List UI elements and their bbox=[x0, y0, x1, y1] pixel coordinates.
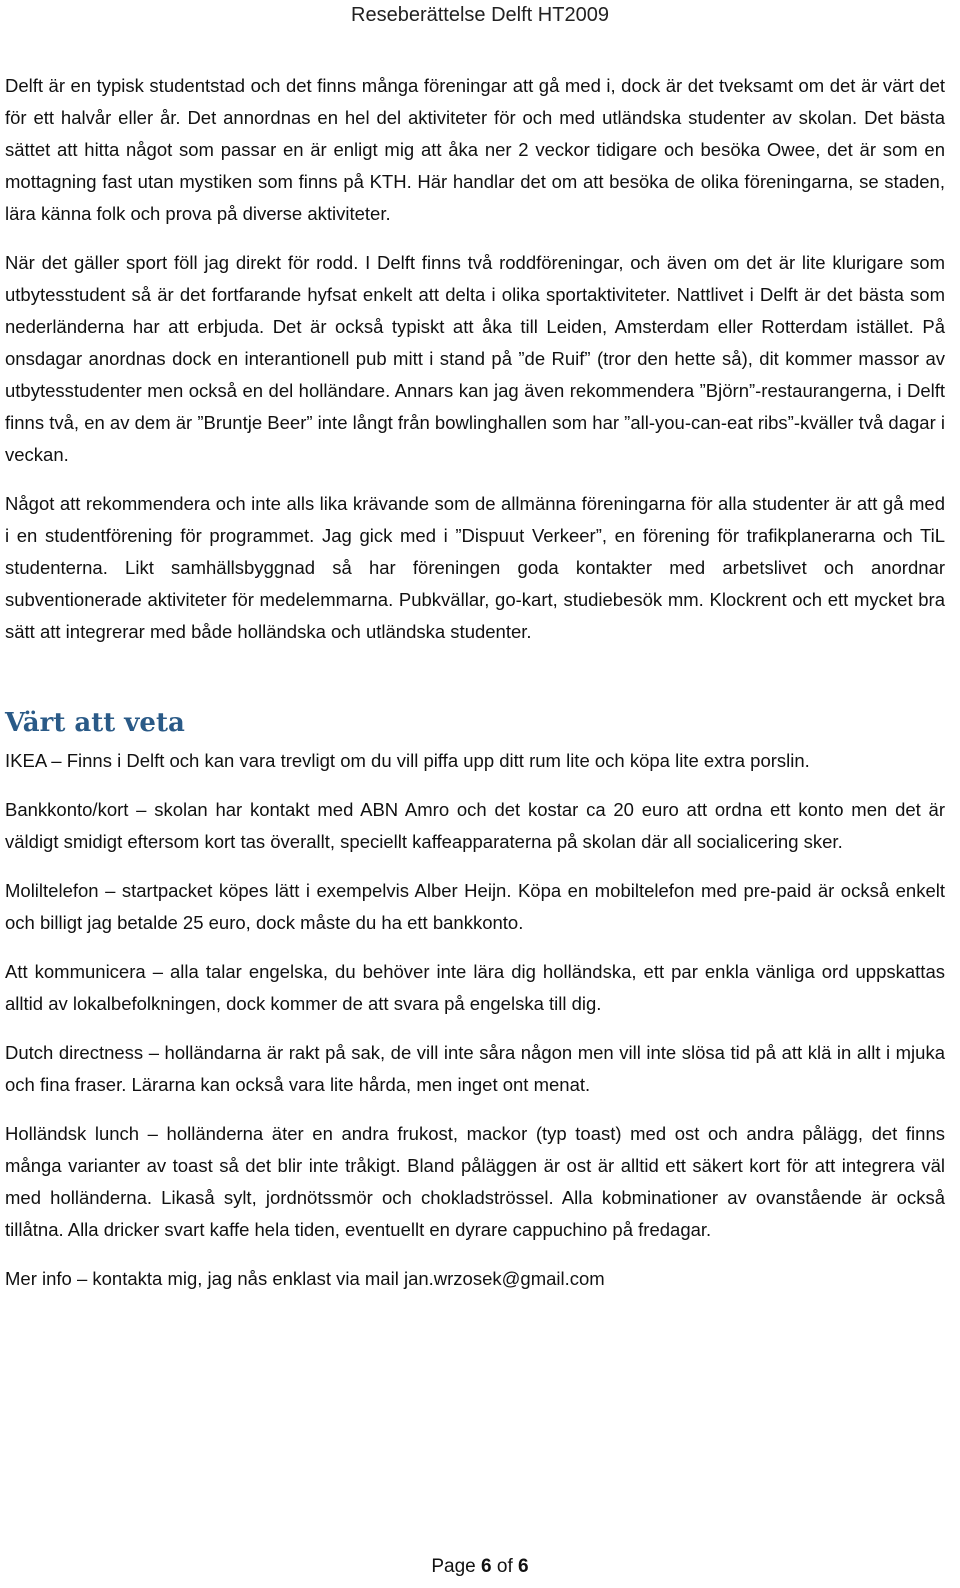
header-title: Reseberättelse Delft HT2009 bbox=[351, 4, 609, 26]
intro-paragraph-3: Något att rekommendera och inte alls lika krävande som de allmänna föreningarna för alla studenter är att gå med i en studentförening för programmet. Jag gick med i ”Dispuut Verkeer”, en förening för trafikplanerarna och TiL studenterna. Likt samhällsbyggnad så har föreningen goda kontakter med arbetslivet och anordnar subventionerade aktiviteter för medelemmarna. Pubkvällar, go-kart, studiebesök mm. Klockrent och ett mycket bra sätt att integrerar med både holländska och utländska studenter. bbox=[5, 493, 945, 642]
tip-dutch-directness: Dutch directness – holländarna är rakt på sak, de vill inte såra någon men vill inte slösa tid på att klä in allt i mjuka och fina fraser. Lärarna kan också vara lite hårda, men inget ont menat. bbox=[5, 1042, 945, 1095]
footer-page-word: Page bbox=[431, 1556, 476, 1577]
tip-more-info: Mer info – kontakta mig, jag nås enklast via mail jan.wrzosek@gmail.com bbox=[5, 1268, 605, 1289]
page-footer bbox=[0, 1554, 960, 1580]
footer-page-total: 6 bbox=[518, 1556, 529, 1577]
footer-page-number: 6 bbox=[481, 1556, 492, 1577]
intro-paragraph-1: Delft är en typisk studentstad och det finns många föreningar att gå med i, dock är det tveksamt om det är värt det för ett halvår eller år. Det annordnas en hel del aktiviteter för och med utländska studenter av skolan. Det bästa sättet att hitta något som passar en är enligt mig att åka ner 2 veckor tidigare och besöka Owee, det är som en mottagning fast utan mystiken som finns på KTH. Här handlar det om att besöka de olika föreningarna, se staden, lära känna folk och prova på diverse aktiviteter. bbox=[5, 75, 945, 224]
tip-mobile-phone: Moliltelefon – startpacket köpes lätt i exempelvis Alber Heijn. Köpa en mobiltelefon med pre-paid är också enkelt och billigt jag betalde 25 euro, dock måste du ha ett bankkonto. bbox=[5, 880, 945, 933]
section-spacer bbox=[5, 665, 945, 705]
tip-bank-account: Bankkonto/kort – skolan har kontakt med ABN Amro och det kostar ca 20 euro att ordna ett konto men det är väldigt smidigt eftersom kort tas överallt, speciellt kaffeapparaterna på skolan där all socialicering sker. bbox=[5, 799, 945, 852]
tip-ikea: IKEA – Finns i Delft och kan vara trevligt om du vill piffa upp ditt rum lite och köpa lite extra porslin. bbox=[5, 750, 810, 771]
page-content bbox=[5, 70, 945, 1312]
tip-communication: Att kommunicera – alla talar engelska, du behöver inte lära dig holländska, ett par enkla vänliga ord uppskattas alltid av lokalbefolkningen, dock kommer de att svara på engelska till dig. bbox=[5, 961, 945, 1014]
section-heading: Värt att veta bbox=[5, 708, 185, 738]
page-header bbox=[0, 2, 960, 28]
footer-of-word: of bbox=[496, 1556, 513, 1577]
tip-dutch-lunch: Holländsk lunch – holländerna äter en andra frukost, mackor (typ toast) med ost och andra pålägg, det finns många varianter av toast så det blir inte tråkigt. Bland påläggen är ost är alltid ett säkert kort för att integrera väl med holländerna. Likaså sylt, jordnötssmör och chokladströssel. Alla kobminationer av ovanstående är också tillåtna. Alla dricker svart kaffe hela tiden, eventuellt en dyrare cappuchino på fredagar. bbox=[5, 1123, 945, 1240]
intro-paragraph-2: När det gäller sport föll jag direkt för rodd. I Delft finns två roddföreningar, och även om det är lite klurigare som utbytesstudent så är det fortfarande hyfsat enkelt att delta i olika sportaktiviteter. Nattlivet i Delft är det bästa som nederländerna har att erbjuda. Det är också typiskt att åka till Leiden, Amsterdam eller Rotterdam istället. På onsdagar anordnas dock en interantionell pub mitt i stand på ”de Ruif” (tror den hette så), dit kommer massor av utbytesstudenter men också en del holländare. Annars kan jag även rekommendera ”Björn”-restaurangerna, i Delft finns två, en av dem är ”Bruntje Beer” inte långt från bowlinghallen som har ”all-you-can-eat ribs”-kväller två dagar i veckan. bbox=[5, 252, 945, 465]
